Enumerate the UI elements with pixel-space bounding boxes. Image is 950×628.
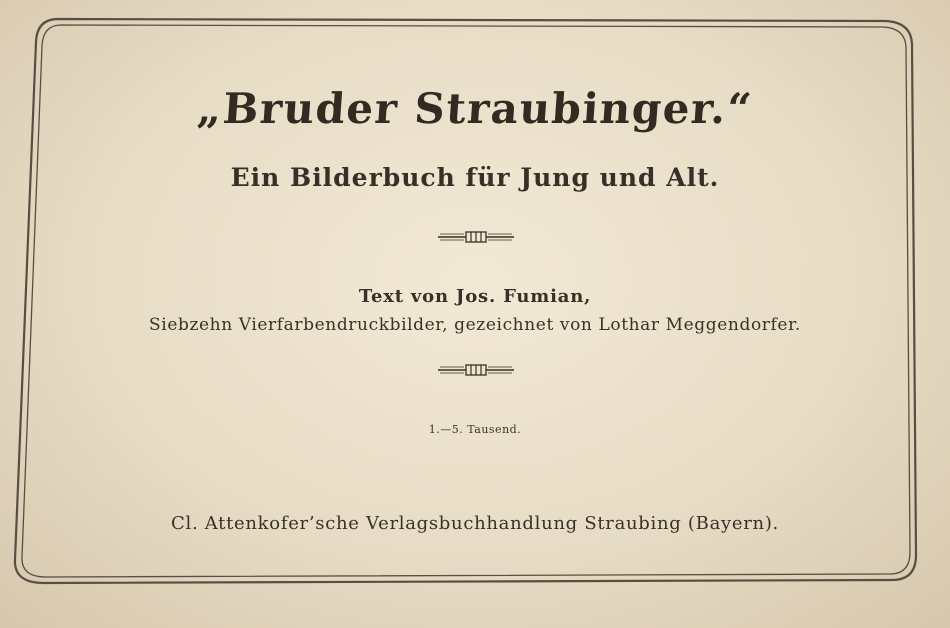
ornament-divider-icon <box>438 231 514 243</box>
publisher-line: Cl. Attenkofer’sche Verlagsbuchhandlung Straubing (Bayern). <box>171 513 779 534</box>
page-title: „Bruder Straubinger.“ <box>195 84 755 133</box>
edition-note: 1.—5. Tausend. <box>428 423 522 436</box>
illustrations-line: Siebzehn Vierfarbendruckbilder, gezeichnet von Lothar Meggendorfer. <box>149 315 801 335</box>
author-line: Text von Jos. Fumian, <box>358 286 592 307</box>
ornament-divider-icon <box>438 364 514 376</box>
page-subtitle: Ein Bilderbuch für Jung und Alt. <box>230 163 720 192</box>
